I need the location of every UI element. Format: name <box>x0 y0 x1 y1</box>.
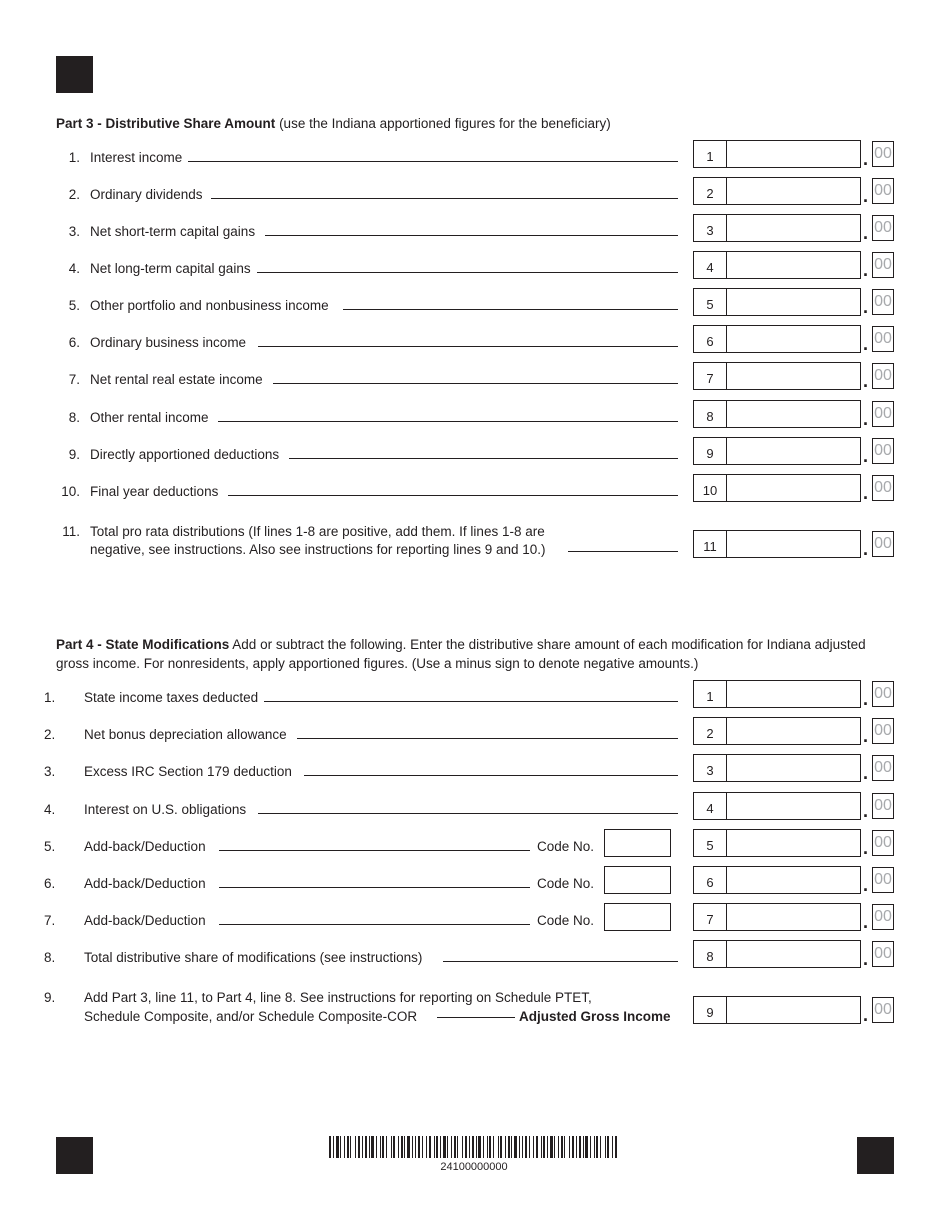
amount-input[interactable] <box>726 362 861 390</box>
amount-input[interactable] <box>726 400 861 428</box>
leader-line <box>228 495 678 496</box>
leader-line <box>258 813 678 814</box>
amount-input[interactable] <box>726 251 861 279</box>
cents-box: 00 <box>872 904 894 930</box>
leader-line <box>443 961 678 962</box>
line-box: 9 <box>693 996 726 1024</box>
amount-input[interactable] <box>726 996 861 1024</box>
cents-box: 00 <box>872 681 894 707</box>
amount-input[interactable] <box>726 940 861 968</box>
line-label: Interest income <box>90 150 183 165</box>
part3-subtitle: (use the Indiana apportioned figures for the beneficiary) <box>279 116 611 131</box>
amount-input[interactable] <box>726 754 861 782</box>
amount-input[interactable] <box>726 530 861 558</box>
line-box: 5 <box>693 288 726 316</box>
amount-input[interactable] <box>726 140 861 168</box>
line-label: Final year deductions <box>90 484 219 499</box>
part4-heading <box>56 635 901 673</box>
registration-mark-top-left <box>56 56 93 93</box>
part3-line-10 <box>0 474 950 504</box>
decimal-point: . <box>863 483 869 503</box>
line-number: 6. <box>68 335 80 350</box>
leader-line <box>257 272 678 273</box>
line-label: Net bonus depreciation allowance <box>84 727 287 742</box>
part4-line-1 <box>0 680 950 710</box>
part4-line-2 <box>0 717 950 747</box>
decimal-point: . <box>863 689 869 709</box>
line-box: 6 <box>693 325 726 353</box>
leader-line <box>211 198 678 199</box>
part3-line-2 <box>0 177 950 207</box>
line-number: 4. <box>44 802 56 817</box>
part4-line-3 <box>0 754 950 784</box>
line-number: 8. <box>68 410 80 425</box>
line-number: 5. <box>68 298 80 313</box>
decimal-point: . <box>863 334 869 354</box>
part3-line-6 <box>0 325 950 355</box>
line-box: 4 <box>693 251 726 279</box>
line-label: State income taxes deducted <box>84 690 259 705</box>
leader-line <box>265 235 678 236</box>
description-input[interactable] <box>219 887 530 888</box>
leader-line <box>304 775 678 776</box>
part3-line-7 <box>0 362 950 392</box>
barcode-image <box>329 1136 619 1158</box>
decimal-point: . <box>863 801 869 821</box>
part4-line-4 <box>0 792 950 822</box>
line-label: Directly apportioned deductions <box>90 447 280 462</box>
part4-intro: Add or subtract the following. Enter the distributive share amount of each modification for Indiana adjusted gross income. For nonresidents, apply apportioned figures. (Use a minus sign to denote negative amounts.) <box>56 637 866 671</box>
decimal-point: . <box>863 763 869 783</box>
cents-box: 00 <box>872 289 894 315</box>
line-label: Net rental real estate income <box>90 372 263 387</box>
line-label-continued: negative, see instructions. Also see instructions for reporting lines 9 and 10.) <box>90 542 546 557</box>
part3-line-4 <box>0 251 950 281</box>
cents-box: 00 <box>872 252 894 278</box>
cents-box: 00 <box>872 867 894 893</box>
line-box: 8 <box>693 940 726 968</box>
amount-input[interactable] <box>726 717 861 745</box>
line-label: Excess IRC Section 179 deduction <box>84 764 292 779</box>
description-input[interactable] <box>219 850 530 851</box>
amount-input[interactable] <box>726 437 861 465</box>
part4-line-8 <box>0 940 950 970</box>
line-number: 10. <box>61 484 80 499</box>
decimal-point: . <box>863 297 869 317</box>
line-box: 10 <box>693 474 726 502</box>
amount-input[interactable] <box>726 792 861 820</box>
cents-box: 00 <box>872 531 894 557</box>
line-number: 7. <box>68 372 80 387</box>
amount-input[interactable] <box>726 903 861 931</box>
line-box: 1 <box>693 140 726 168</box>
line-label: Total distributive share of modifications (see instructions) <box>84 950 423 965</box>
cents-box: 00 <box>872 793 894 819</box>
cents-box: 00 <box>872 438 894 464</box>
line-box: 8 <box>693 400 726 428</box>
line-number: 2. <box>44 727 56 742</box>
line-box: 1 <box>693 680 726 708</box>
description-input[interactable] <box>219 924 530 925</box>
line-label: Other portfolio and nonbusiness income <box>90 298 329 313</box>
part4-title: Part 4 - State Modifications <box>56 637 230 652</box>
part3-line-11 <box>0 524 950 560</box>
amount-input[interactable] <box>726 214 861 242</box>
line-number: 5. <box>44 839 56 854</box>
line-box: 7 <box>693 903 726 931</box>
line-label: Ordinary dividends <box>90 187 203 202</box>
cents-box: 00 <box>872 997 894 1023</box>
barcode-number: 24100000000 <box>440 1161 508 1173</box>
line-box: 9 <box>693 437 726 465</box>
code-number-input[interactable] <box>604 829 671 857</box>
line-number: 11. <box>62 524 80 539</box>
line-number: 3. <box>44 764 56 779</box>
leader-line <box>273 383 678 384</box>
line-box: 2 <box>693 177 726 205</box>
cents-box: 00 <box>872 475 894 501</box>
amount-input[interactable] <box>726 288 861 316</box>
cents-box: 00 <box>872 363 894 389</box>
amount-input[interactable] <box>726 177 861 205</box>
decimal-point: . <box>863 912 869 932</box>
line-number: 1. <box>44 690 56 705</box>
decimal-point: . <box>863 949 869 969</box>
code-number-label: Code No. <box>537 876 595 891</box>
part3-line-3 <box>0 214 950 244</box>
line-box: 6 <box>693 866 726 894</box>
line-label: Add-back/Deduction <box>84 876 206 891</box>
part3-title: Part 3 - Distributive Share Amount <box>56 116 276 131</box>
leader-line <box>218 421 678 422</box>
line-number: 3. <box>68 224 80 239</box>
decimal-point: . <box>863 371 869 391</box>
decimal-point: . <box>863 186 869 206</box>
leader-line <box>343 309 678 310</box>
decimal-point: . <box>863 409 869 429</box>
amount-input[interactable] <box>726 680 861 708</box>
leader-line <box>437 1017 515 1018</box>
line-label: Add-back/Deduction <box>84 913 206 928</box>
decimal-point: . <box>863 726 869 746</box>
code-number-input[interactable] <box>604 866 671 894</box>
leader-line <box>568 551 678 552</box>
line-label: Add Part 3, line 11, to Part 4, line 8. See instructions for reporting on Schedule PTET, <box>84 990 592 1005</box>
line-label: Net long-term capital gains <box>90 261 251 276</box>
leader-line <box>264 701 678 702</box>
line-number: 2. <box>68 187 80 202</box>
amount-input[interactable] <box>726 325 861 353</box>
decimal-point: . <box>863 260 869 280</box>
part4-line-6 <box>0 866 950 896</box>
line-box: 2 <box>693 717 726 745</box>
part3-line-9 <box>0 437 950 467</box>
cents-box: 00 <box>872 718 894 744</box>
decimal-point: . <box>863 838 869 858</box>
registration-mark-bottom-right <box>857 1137 894 1174</box>
line-number: 9. <box>68 447 80 462</box>
cents-box: 00 <box>872 830 894 856</box>
cents-box: 00 <box>872 755 894 781</box>
code-number-label: Code No. <box>537 913 595 928</box>
line-box: 5 <box>693 829 726 857</box>
line-label: Ordinary business income <box>90 335 247 350</box>
line-box: 3 <box>693 754 726 782</box>
registration-mark-bottom-left <box>56 1137 93 1174</box>
part3-line-8 <box>0 400 950 430</box>
line-box: 11 <box>693 530 726 558</box>
leader-line <box>258 346 678 347</box>
code-number-label: Code No. <box>537 839 595 854</box>
line-label: Total pro rata distributions (If lines 1-8 are positive, add them. If lines 1-8 are <box>90 524 545 539</box>
line-label: Add-back/Deduction <box>84 839 206 854</box>
line-box: 4 <box>693 792 726 820</box>
leader-line <box>188 161 678 162</box>
leader-line <box>289 458 678 459</box>
cents-box: 00 <box>872 401 894 427</box>
line-number: 6. <box>44 876 56 891</box>
cents-box: 00 <box>872 326 894 352</box>
decimal-point: . <box>863 223 869 243</box>
decimal-point: . <box>863 1005 869 1025</box>
line-label: Interest on U.S. obligations <box>84 802 247 817</box>
decimal-point: . <box>863 539 869 559</box>
part4-line-7 <box>0 903 950 933</box>
decimal-point: . <box>863 149 869 169</box>
line-number: 7. <box>44 913 56 928</box>
cents-box: 00 <box>872 941 894 967</box>
line-box: 7 <box>693 362 726 390</box>
decimal-point: . <box>863 875 869 895</box>
decimal-point: . <box>863 446 869 466</box>
part3-heading <box>56 114 901 133</box>
part4-line-5 <box>0 829 950 859</box>
adjusted-gross-income-label: Adjusted Gross Income <box>519 1009 671 1024</box>
line-label: Net short-term capital gains <box>90 224 256 239</box>
leader-line <box>297 738 678 739</box>
line-number: 1. <box>68 150 80 165</box>
part3-line-1 <box>0 140 950 170</box>
line-label: Other rental income <box>90 410 209 425</box>
line-box: 3 <box>693 214 726 242</box>
code-number-input[interactable] <box>604 903 671 931</box>
part3-line-5 <box>0 288 950 318</box>
line-label-continued: Schedule Composite, and/or Schedule Composite-COR <box>84 1009 418 1024</box>
line-number: 8. <box>44 950 56 965</box>
part4-line-9 <box>0 990 950 1026</box>
cents-box: 00 <box>872 215 894 241</box>
amount-input[interactable] <box>726 474 861 502</box>
amount-input[interactable] <box>726 866 861 894</box>
line-number: 9. <box>44 990 56 1005</box>
cents-box: 00 <box>872 178 894 204</box>
amount-input[interactable] <box>726 829 861 857</box>
cents-box: 00 <box>872 141 894 167</box>
line-number: 4. <box>68 261 80 276</box>
